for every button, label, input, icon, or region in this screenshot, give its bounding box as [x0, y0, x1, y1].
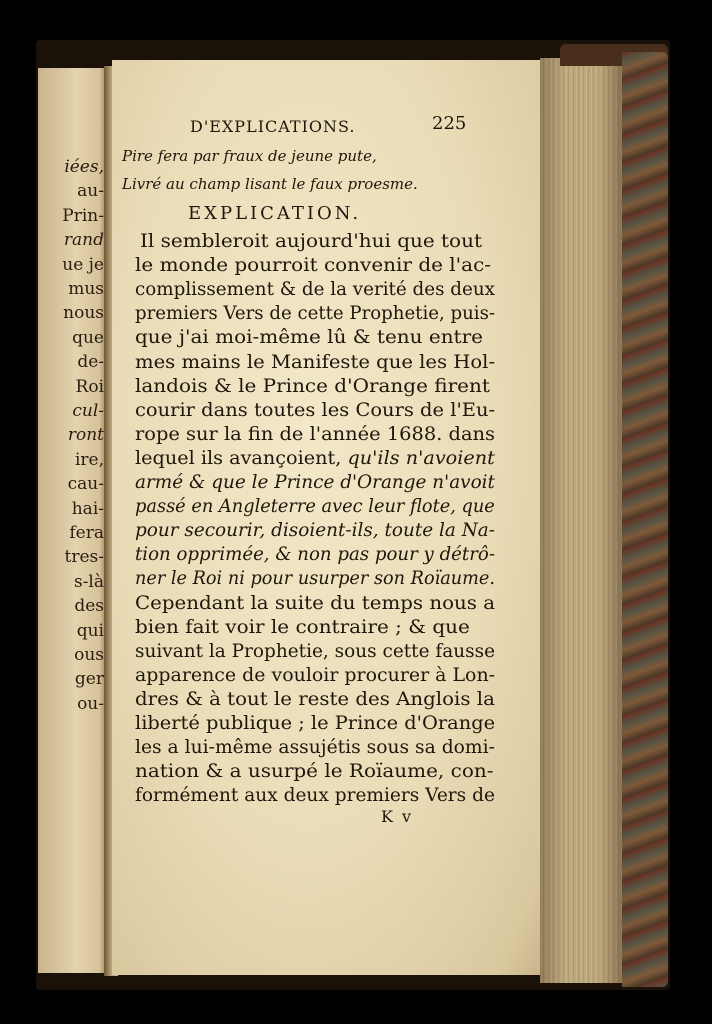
running-head: D'EXPLICATIONS. [190, 117, 356, 136]
body-text-span: les a lui-même assujétis sous sa domi- [135, 737, 495, 759]
page-number: 225 [432, 113, 467, 134]
body-italic-text: pour secourir, disoient-ils, toute la Na- [135, 520, 496, 542]
body-line [135, 302, 495, 326]
body-line [135, 471, 495, 495]
left-page-fragment: des [74, 596, 104, 617]
body-text-span: premiers Vers de cette Prophetie, puis- [135, 303, 496, 325]
body-italic-text: passé en Angleterre avec leur flote, que [135, 496, 495, 518]
left-page-fragment: s-là [73, 571, 104, 592]
body-text-span: Cependant la suite du temps nous a [135, 592, 496, 614]
body-line [135, 736, 495, 760]
verse-line-1: Pire fera par fraux de jeune pute, [122, 147, 377, 165]
left-page-fragment: ire, [74, 449, 104, 470]
marbled-cover-edge [622, 52, 668, 987]
body-line [135, 760, 493, 784]
body-text-span: nation & a usurpé le Roïaume, con- [135, 761, 494, 783]
left-page-fragment: fera [69, 523, 104, 543]
left-page-fragment: ger [74, 669, 104, 690]
left-page-fragment: tres- [64, 547, 104, 568]
body-text-span: dres & à tout le reste des Anglois la [135, 688, 495, 710]
body-text-span: le monde pourroit convenir de l'ac- [135, 255, 492, 277]
body-text-span: courir dans toutes les Cours de l'Eu- [135, 399, 496, 421]
body-line [135, 351, 495, 375]
body-text-span: Il sembleroit aujourd'hui que tout [140, 231, 482, 252]
body-line [135, 664, 495, 688]
left-page-fragment: hai- [71, 498, 104, 519]
body-text-span: lequel ils avançoient, [135, 447, 348, 469]
left-page [38, 68, 108, 973]
left-page-fragment: rand [63, 230, 104, 251]
body-italic-text: tion opprimée, & non pas pour y détrô- [135, 544, 495, 566]
body-line [135, 326, 483, 350]
signature-mark: K v [381, 807, 414, 826]
body-line [135, 592, 495, 616]
body-line [140, 230, 482, 254]
body-text-span: bien fait voir le contraire ; & que [135, 616, 470, 638]
body-line [135, 519, 495, 543]
body-text-span: formément aux deux premiers Vers de [135, 785, 495, 807]
body-line [135, 688, 495, 712]
body-line [135, 640, 495, 664]
body-line [135, 495, 495, 519]
body-text-span: que j'ai moi-même lû & tenu entre [135, 327, 483, 349]
body-italic-text: ner le Roi ni pour usurper son Roïaume. [135, 568, 495, 590]
left-page-fragment: au- [77, 181, 104, 202]
left-page-fragment: Prin- [62, 205, 104, 226]
left-page-fragment: ue je [62, 254, 104, 275]
left-page-fragment: cul- [72, 401, 104, 421]
left-page-fragment: ront [67, 425, 104, 446]
body-text-span: landois & le Prince d'Orange firent [135, 375, 490, 397]
body-line [135, 567, 495, 591]
left-page-fragment: iées, [64, 157, 104, 177]
left-page-fragment: qui [76, 620, 104, 641]
section-heading: EXPLICATION. [188, 203, 362, 224]
left-page-fragment: nous [63, 303, 104, 324]
body-line [135, 375, 490, 399]
body-text-span: mes mains le Manifeste que les Hol- [135, 351, 496, 373]
body-text-span: liberté publique ; le Prince d'Orange [135, 713, 496, 734]
body-line [135, 399, 495, 423]
body-italic-text: qu'ils n'avoient [347, 447, 495, 469]
page-edges-shade [540, 58, 624, 983]
left-page-fragment: que [72, 327, 104, 348]
left-page-fragment: ous [74, 645, 104, 665]
body-text-span: complissement & de la verité des deux [135, 279, 495, 301]
left-page-fragment: de- [77, 352, 104, 373]
left-page-fragment: Roi [75, 376, 104, 397]
left-page-fragment: cau- [67, 474, 104, 495]
body-line [135, 254, 491, 278]
body-line [135, 423, 495, 447]
left-page-fragment: ou- [77, 693, 104, 714]
left-page-fragment: mus [68, 279, 104, 299]
body-text-span: apparence de vouloir procurer à Lon- [135, 664, 496, 686]
body-line [135, 278, 495, 302]
verse-line-2: Livré au champ lisant le faux proesme. [122, 175, 418, 193]
body-text-span: suivant la Prophetie, sous cette fausse [135, 640, 495, 662]
body-line [135, 543, 495, 567]
body-italic-text: armé & que le Prince d'Orange n'avoit [135, 472, 495, 493]
body-line [135, 447, 495, 471]
body-line [135, 712, 495, 736]
body-line [135, 616, 470, 640]
body-text-span: rope sur la fin de l'année 1688. dans [135, 423, 496, 445]
body-line [135, 784, 495, 808]
